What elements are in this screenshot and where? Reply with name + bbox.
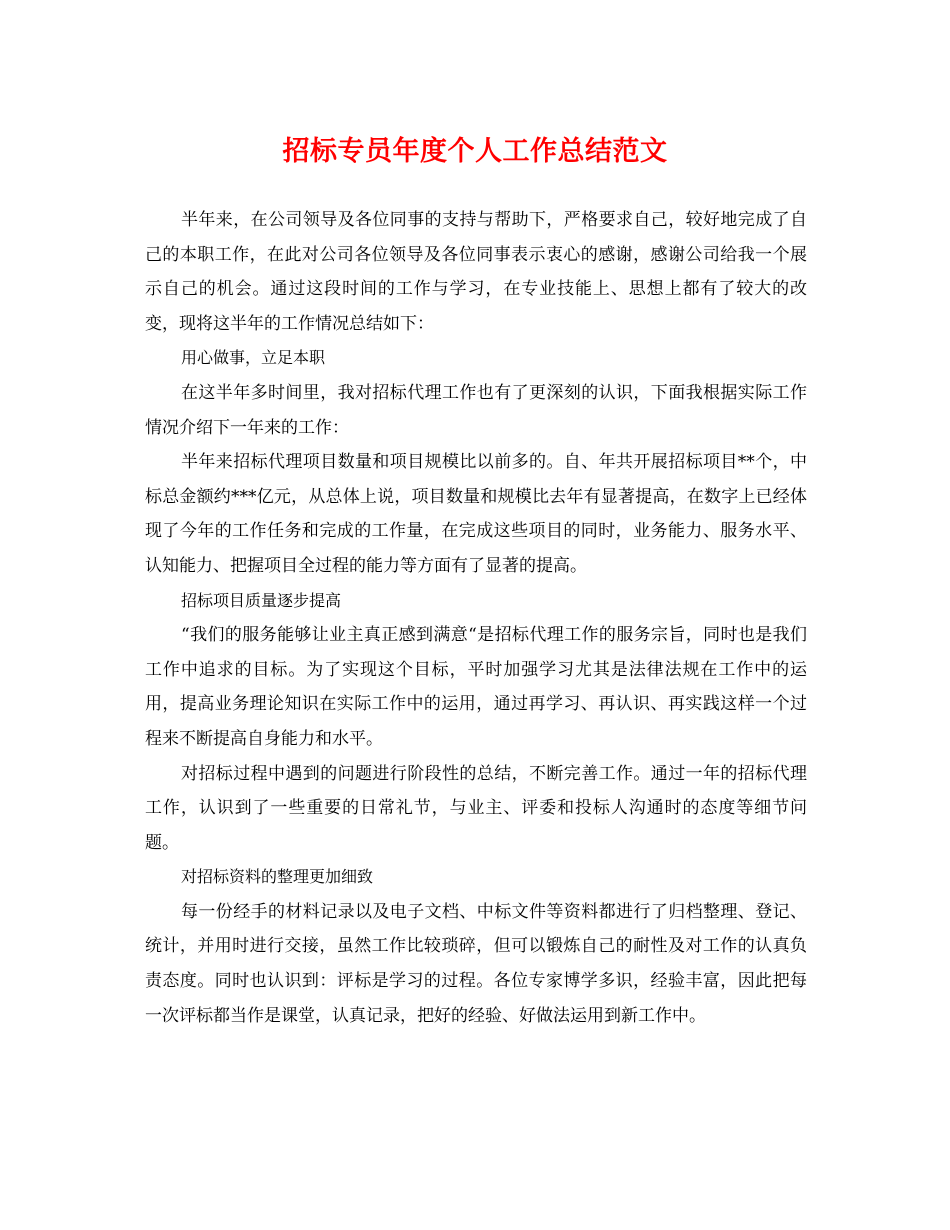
paragraph-project-volume: 半年来招标代理项目数量和项目规模比以前多的。自、年共开展招标项目**个，中标总金额约***亿元，从总体上说，项目数量和规模比去年有显著提高，在数字上已经体现了今年的工作任务和完成的工作量，在完成这些项目的同时，业务能力、服务水平、认知能力、把握项目全过程的能力等方面有了显著的提高。 — [145, 452, 807, 576]
paragraph-service-goal: “我们的服务能够让业主真正感到满意“是招标代理工作的服务宗旨，同时也是我们工作中追求的目标。为了实现这个目标，平时加强学习尤其是法律法规在工作中的运用，提高业务理论知识在实际工作中的运用，通过再学习、再认识、再实践这样一个过程来不断提高自身能力和水平。 — [145, 625, 807, 749]
paragraph-understanding: 在这半年多时间里，我对招标代理工作也有了更深刻的认识，下面我根据实际工作情况介绍下一年来的工作： — [145, 382, 807, 438]
paragraph-archiving: 每一份经手的材料记录以及电子文档、中标文件等资料都进行了归档整理、登记、统计，并用时进行交接，虽然工作比较琐碎，但可以锻炼自己的耐性及对工作的认真负责态度。同时也认识到：评标是学习的过程。各位专家博学多识，经验丰富，因此把每一次评标都当作是课堂，认真记录，把好的经验、好做法运用到新工作中。 — [145, 901, 807, 1026]
section-heading-quality: 招标项目质量逐步提高 — [181, 590, 342, 610]
document-body — [145, 203, 807, 1033]
paragraph-intro: 半年来，在公司领导及各位同事的支持与帮助下，严格要求自己，较好地完成了自己的本职工作，在此对公司各位领导及各位同事表示衷心的感谢，感谢公司给我一个展示自己的机会。通过这段时间的工作与学习，在专业技能上、思想上都有了较大的改变，现将这半年的工作情况总结如下： — [145, 210, 807, 334]
section-heading-documents: 对招标资料的整理更加细致 — [181, 867, 374, 887]
paragraph-summary-issues: 对招标过程中遇到的问题进行阶段性的总结，不断完善工作。通过一年的招标代理工作，认识到了一些重要的日常礼节，与业主、评委和投标人沟通时的态度等细节问题。 — [145, 763, 807, 853]
document-title: 招标专员年度个人工作总结范文 — [282, 136, 668, 167]
section-heading-focus-on-duty: 用心做事，立足本职 — [181, 348, 326, 368]
